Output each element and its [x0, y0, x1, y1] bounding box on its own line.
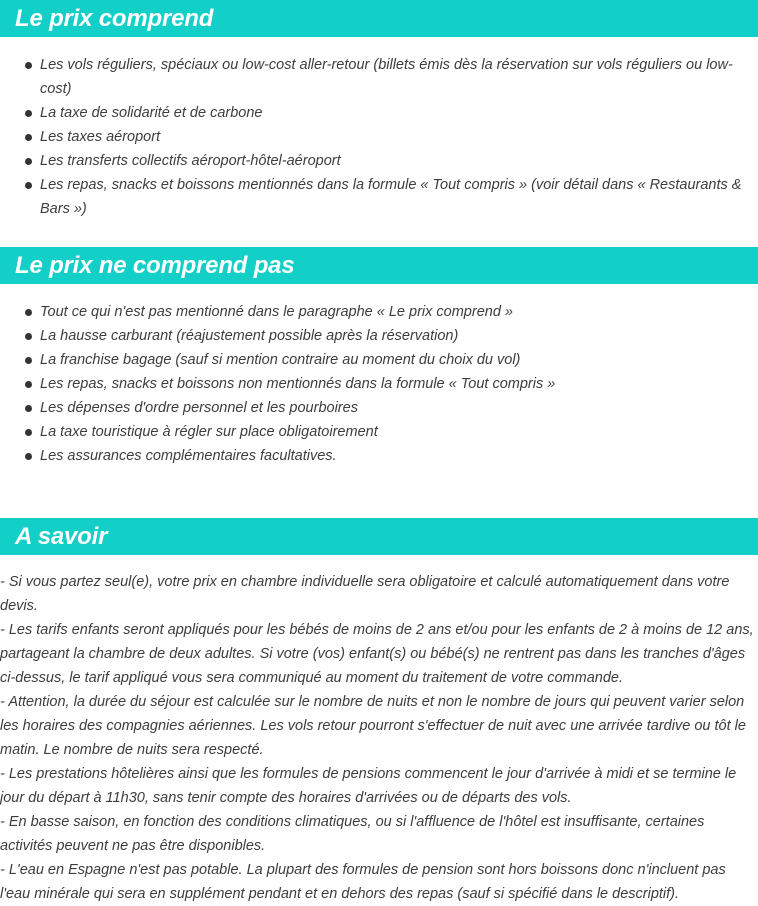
excluded-list [0, 300, 752, 468]
list-item: Les assurances complémentaires facultatives. [0, 444, 752, 468]
section-header-excluded [0, 247, 758, 284]
list-item: Tout ce qui n'est pas mentionné dans le paragraphe « Le prix comprend » [0, 300, 752, 324]
info-body [0, 570, 758, 906]
included-list [0, 53, 752, 221]
info-paragraph: - L'eau en Espagne n'est pas potable. La plupart des formules de pension sont hors boissons donc n'incluent pas l'eau minérale qui sera en supplément pendant et en dehors des repas (sauf si spécifié dans le descriptif). [0, 862, 726, 902]
info-paragraph: - Attention, la durée du séjour est calculée sur le nombre de nuits et non le nombre de jours qui peuvent varier selon les horaires des compagnies aériennes. Les vols retour pourront s'effectuer de nuit avec une arrivée tardive ou tôt le matin. Le nombre de nuits sera respecté. [0, 694, 746, 758]
list-item: Les repas, snacks et boissons mentionnés dans la formule « Tout compris » (voir détail dans « Restaurants & Bars ») [0, 173, 752, 221]
list-item: Les transferts collectifs aéroport-hôtel-aéroport [0, 149, 752, 173]
info-paragraph: - Si vous partez seul(e), votre prix en chambre individuelle sera obligatoire et calculé automatiquement dans votre devis. [0, 574, 730, 614]
list-item: La franchise bagage (sauf si mention contraire au moment du choix du vol) [0, 348, 752, 372]
list-item: Les repas, snacks et boissons non mentionnés dans la formule « Tout compris » [0, 372, 752, 396]
section-header-info [0, 518, 758, 555]
info-paragraph: - Les prestations hôtelières ainsi que les formules de pensions commencent le jour d'arrivée à midi et se termine le jour du départ à 11h30, sans tenir compte des horaires d'arrivées ou de départs des vols. [0, 766, 737, 806]
section-header-included [0, 0, 758, 37]
section-title-info: A savoir [15, 523, 108, 550]
list-item: La taxe de solidarité et de carbone [0, 101, 752, 125]
info-paragraph: - Les tarifs enfants seront appliqués pour les bébés de moins de 2 ans et/ou pour les enfants de 2 à moins de 12 ans, partageant la chambre de deux adultes. Si votre (vos) enfant(s) ou bébé(s) ne rentrent pas dans les tranches d'âges ci-dessus, le tarif appliqué vous sera communiqué au moment du traitement de votre commande. [0, 622, 754, 686]
list-item: La taxe touristique à régler sur place obligatoirement [0, 420, 752, 444]
list-item: La hausse carburant (réajustement possible après la réservation) [0, 324, 752, 348]
section-title-included: Le prix comprend [15, 5, 214, 32]
list-item: Les dépenses d'ordre personnel et les pourboires [0, 396, 752, 420]
section-title-excluded: Le prix ne comprend pas [15, 252, 295, 279]
list-item: Les taxes aéroport [0, 125, 752, 149]
list-item: Les vols réguliers, spéciaux ou low-cost aller-retour (billets émis dès la réservation sur vols réguliers ou low-cost) [0, 53, 752, 101]
info-paragraph: - En basse saison, en fonction des conditions climatiques, ou si l'affluence de l'hôtel est insuffisante, certaines activités peuvent ne pas être disponibles. [0, 814, 705, 854]
